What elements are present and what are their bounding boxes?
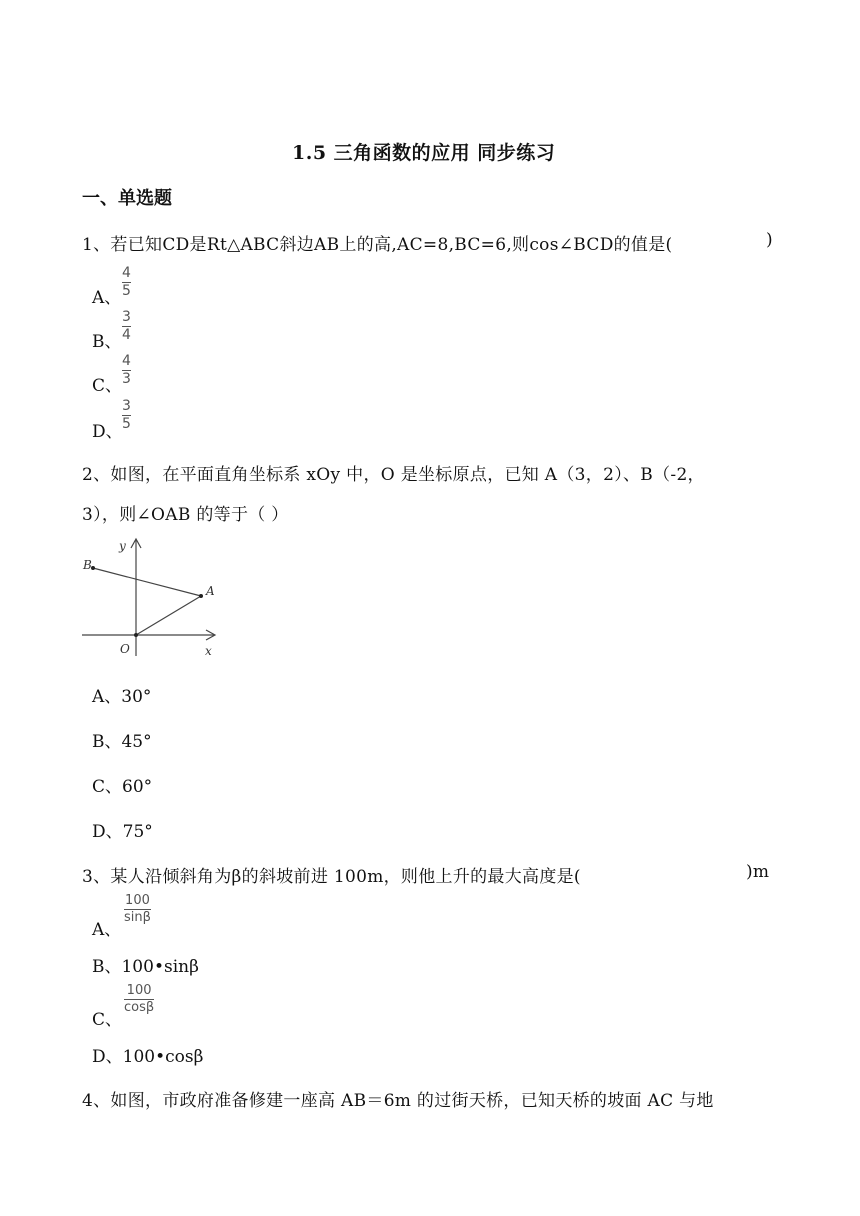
q1-option-d-label: D、	[92, 422, 123, 442]
q2-option-d: D、75°	[92, 822, 153, 842]
q3-option-a-numerator: 100	[125, 893, 150, 908]
q1-option-a-denominator: 5	[122, 283, 131, 299]
q1-option-c-numerator: 4	[122, 353, 131, 369]
q3-option-a-label: A、	[92, 920, 122, 940]
q3-option-a-fraction	[124, 894, 151, 925]
q1-option-b-numerator: 3	[122, 309, 131, 325]
q1-option-a-label: A、	[92, 288, 122, 308]
q1-option-c-fraction	[122, 354, 131, 387]
q1-option-b-label: B、	[92, 332, 122, 352]
q1-option-d-denominator: 5	[122, 416, 131, 432]
q1-option-b-denominator: 4	[122, 327, 131, 343]
question-3-text: 3、某人沿倾斜角为β的斜坡前进 100m，则他上升的最大高度是(	[82, 867, 581, 887]
q1-option-b-fraction	[122, 310, 131, 343]
section-heading: 一、单选题	[82, 188, 172, 209]
q2-option-b: B、45°	[92, 732, 152, 752]
q2-option-c: C、60°	[92, 777, 153, 797]
question-2-line-2: 3），则∠OAB 的等于（ ）	[82, 505, 289, 525]
q3-option-b: B、100•sinβ	[92, 957, 199, 977]
point-a-label: A	[206, 584, 215, 598]
q3-option-c-denominator: cosβ	[124, 1000, 155, 1015]
q1-option-c-denominator: 3	[122, 371, 131, 387]
x-axis-label: x	[205, 644, 212, 658]
coordinate-figure	[78, 534, 228, 660]
q2-option-a: A、30°	[92, 687, 152, 707]
segment-oa	[136, 596, 201, 635]
q1-option-a-numerator: 4	[122, 265, 131, 281]
q3-option-c-fraction	[124, 984, 154, 1015]
question-4-text: 4、如图，市政府准备修建一座高 AB＝6m 的过街天桥，已知天桥的坡面 AC 与地	[82, 1091, 714, 1111]
origin-label: O	[120, 642, 130, 656]
question-3-close-paren: )m	[746, 862, 770, 882]
q3-option-d: D、100•cosβ	[92, 1047, 204, 1067]
q1-option-a-fraction	[122, 266, 131, 299]
q1-option-d-fraction	[122, 399, 131, 432]
q3-option-c-label: C、	[92, 1010, 123, 1030]
q1-option-c-label: C、	[92, 376, 123, 396]
question-1-text: 1、若已知CD是Rt△ABC斜边AB上的高,AC=8,BC=6,则cos∠BCD的值是(	[82, 235, 673, 255]
q3-option-c-numerator: 100	[126, 983, 152, 998]
y-axis-label: y	[119, 539, 126, 553]
question-2-line-1: 2、如图，在平面直角坐标系 xOy 中，O 是坐标原点，已知 A（3，2）、B（-2，	[82, 465, 705, 485]
point-o	[134, 633, 138, 637]
question-1-close-paren: )	[766, 230, 773, 250]
page-title: 1.5 三角函数的应用 同步练习	[292, 142, 556, 164]
q3-option-a-denominator: sinβ	[124, 910, 151, 925]
point-a	[199, 594, 203, 598]
point-b-label: B	[83, 558, 92, 572]
q1-option-d-numerator: 3	[122, 398, 131, 414]
segment-ba	[93, 568, 201, 596]
